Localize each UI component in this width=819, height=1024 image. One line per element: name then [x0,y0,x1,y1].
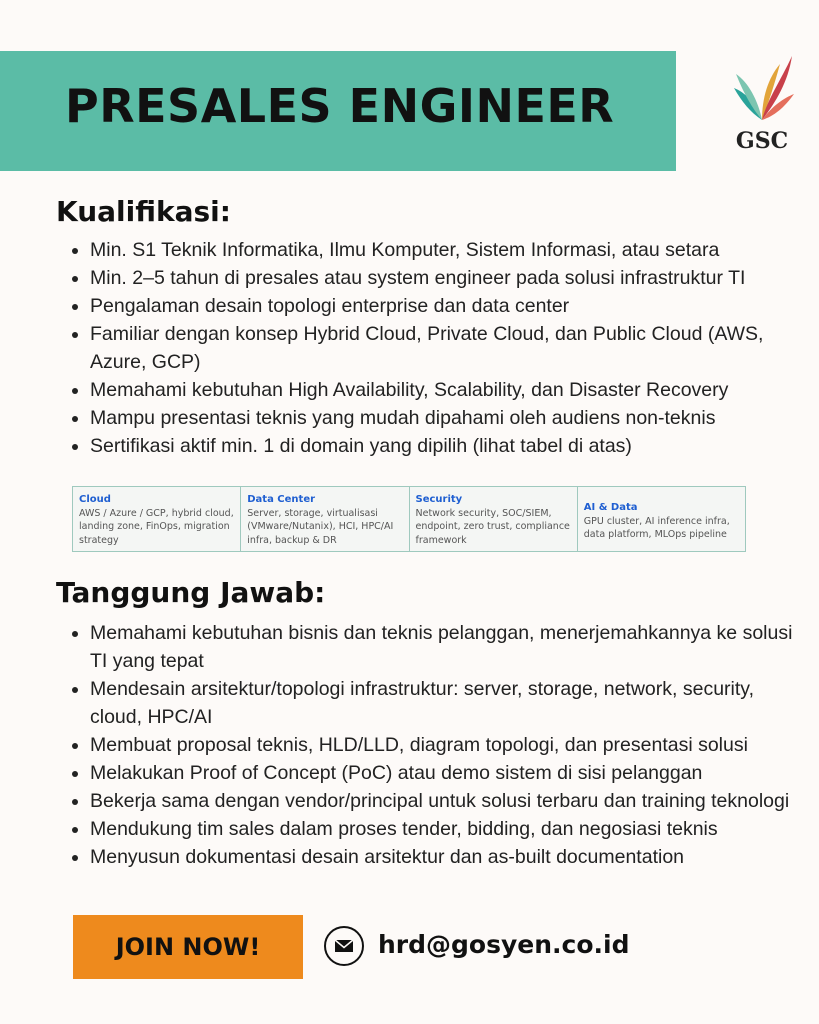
list-item: • Melakukan Proof of Concept (PoC) atau demo sistem di sisi pelanggan [90,759,810,787]
list-item: • Mendesain arsitektur/topologi infrastruktur: server, storage, network, security, cloud, HPC/AI [90,675,810,731]
kualifikasi-heading: Kualifikasi: [56,195,231,228]
list-item: • Min. 2–5 tahun di presales atau system engineer pada solusi infrastruktur TI [90,264,810,292]
domain-cell-data-center [241,487,409,551]
domain-desc: Server, storage, virtualisasi (VMware/Nutanix), HCI, HPC/AI infra, backup & DR [247,507,394,546]
tanggung-jawab-heading: Tanggung Jawab: [56,576,326,609]
leaf-logo-icon [722,52,802,124]
domain-desc: Network security, SOC/SIEM, endpoint, zero trust, compliance framework [415,507,570,546]
domain-table [72,486,746,552]
domain-desc: AWS / Azure / GCP, hybrid cloud, landing zone, FinOps, migration strategy [79,507,234,546]
list-item: • Menyusun dokumentasi desain arsitektur dan as-built documentation [90,843,810,871]
list-item: • Bekerja sama dengan vendor/principal untuk solusi terbaru dan training teknologi [90,787,810,815]
list-item: • Pengalaman desain topologi enterprise dan data center [90,292,810,320]
list-item: • Membuat proposal teknis, HLD/LLD, diagram topologi, dan presentasi solusi [90,731,810,759]
list-item: • Min. S1 Teknik Informatika, Ilmu Komputer, Sistem Informasi, atau setara [90,236,810,264]
domain-heading: AI & Data [583,502,638,513]
list-item: • Mendukung tim sales dalam proses tender, bidding, dan negosiasi teknis [90,815,810,843]
tanggung-jawab-list [64,619,810,871]
list-item: • Memahami kebutuhan bisnis dan teknis pelanggan, menerjemahkannya ke solusi TI yang tepat [90,619,810,675]
domain-cell-security [410,487,578,551]
envelope-icon [324,926,364,966]
list-item: • Sertifikasi aktif min. 1 di domain yang dipilih (lihat tabel di atas) [90,432,810,460]
join-now-button[interactable]: JOIN NOW! [73,915,303,979]
company-logo [722,52,802,158]
title-banner [0,51,676,171]
domain-heading: Data Center [247,494,316,505]
domain-heading: Cloud [79,494,111,505]
list-item: • Memahami kebutuhan High Availability, Scalability, dan Disaster Recovery [90,376,810,404]
list-item: • Mampu presentasi teknis yang mudah dipahami oleh audiens non-teknis [90,404,810,432]
domain-cell-cloud [73,487,241,551]
domain-heading: Security [415,494,463,505]
kualifikasi-list [64,236,810,460]
email-address[interactable]: hrd@gosyen.co.id [378,930,630,959]
logo-text: GSC [735,128,789,154]
domain-desc: GPU cluster, AI inference infra, data platform, MLOps pipeline [583,515,730,540]
page-title: PRESALES ENGINEER [65,79,615,133]
domain-cell-ai-data [578,487,745,551]
list-item: • Familiar dengan konsep Hybrid Cloud, Private Cloud, dan Public Cloud (AWS, Azure, GCP) [90,320,810,376]
